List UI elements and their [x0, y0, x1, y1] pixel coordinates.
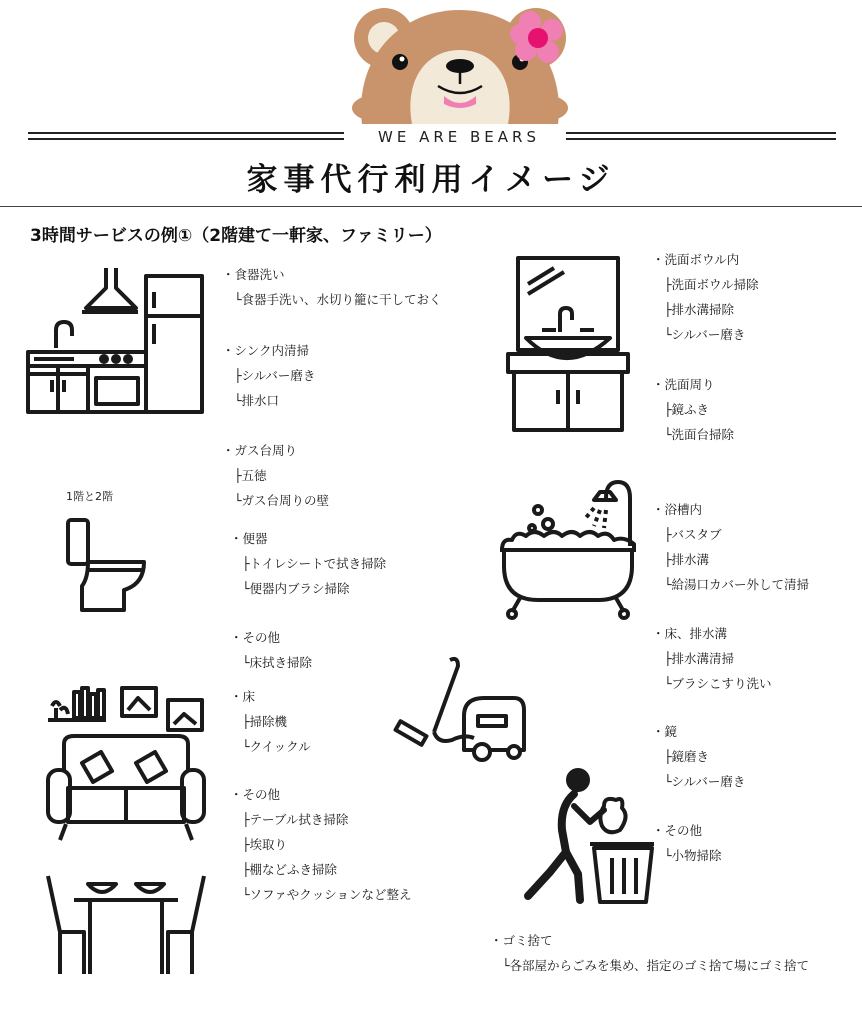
list-item: └便器内ブラシ掃除	[242, 581, 350, 596]
brand-line-left	[28, 132, 344, 140]
bath-task-list-tub	[652, 497, 809, 597]
vacuum-cleaner-icon	[394, 654, 530, 760]
list-item: └小物掃除	[664, 848, 722, 863]
page-subtitle: 3時間サービスの例①（2階建て一軒家、ファミリー）	[30, 226, 442, 246]
garbage-task-list	[490, 928, 809, 978]
washbasin-icon	[506, 254, 634, 434]
list-item: ├シルバー磨き	[234, 368, 316, 383]
toilet-task-list	[230, 526, 386, 601]
kitchen-task-list-sink	[222, 338, 315, 413]
list-item: └各部屋からごみを集め、指定のゴミ捨て場にゴミ捨て	[502, 958, 810, 973]
list-item: ・シンク内清掃	[222, 343, 309, 358]
title-divider	[0, 206, 862, 207]
list-item: ・便器	[230, 531, 268, 546]
list-item: ├トイレシートで拭き掃除	[242, 556, 387, 571]
toilet-icon	[64, 516, 148, 614]
list-item: ├棚などふき掃除	[242, 862, 338, 877]
list-item: └ブラシこすり洗い	[664, 676, 772, 691]
list-item: └洗面台掃除	[664, 427, 735, 442]
list-item: └シルバー磨き	[664, 774, 746, 789]
list-item: ・食器洗い	[222, 267, 285, 282]
toilet-task-list-other	[230, 625, 312, 675]
list-item: ・ゴミ捨て	[490, 933, 553, 948]
dining-table-icon	[44, 870, 208, 976]
toilet-floor-note: 1階と2階	[66, 490, 113, 503]
list-item: └給湯口カバー外して清掃	[664, 577, 810, 592]
list-item: ・浴槽内	[652, 502, 703, 517]
list-item: ├排水溝清掃	[664, 651, 735, 666]
kitchen-task-list	[222, 262, 442, 312]
list-item: └排水口	[234, 393, 280, 408]
living-task-list-floor	[230, 684, 311, 759]
list-item: └食器手洗い、水切り籠に干しておく	[234, 292, 442, 307]
bath-task-list-other	[652, 818, 722, 868]
list-item: ・洗面周り	[652, 377, 715, 392]
list-item: ├洗面ボウル掃除	[664, 277, 759, 292]
list-item: ・その他	[652, 823, 703, 838]
list-item: ・鏡	[652, 724, 678, 739]
list-item: └ガス台周りの壁	[234, 493, 330, 508]
brand-name: WE ARE BEARS	[378, 128, 540, 146]
list-item: ├鏡磨き	[664, 749, 710, 764]
list-item: ├バスタブ	[664, 527, 722, 542]
living-room-icon	[44, 684, 208, 844]
list-item: ├掃除機	[242, 714, 288, 729]
brand-line-right	[566, 132, 836, 140]
list-item: ├排水溝掃除	[664, 302, 735, 317]
bathtub-icon	[498, 478, 638, 624]
bath-task-list-mirror	[652, 719, 745, 794]
list-item: └クイックル	[242, 739, 311, 754]
list-item: ・その他	[230, 787, 281, 802]
kitchen-task-list-gas	[222, 438, 329, 513]
washroom-task-list-bowl	[652, 247, 759, 347]
list-item: ├テーブル拭き掃除	[242, 812, 349, 827]
kitchen-icon	[26, 264, 210, 416]
list-item: └床拭き掃除	[242, 655, 313, 670]
list-item: └シルバー磨き	[664, 327, 746, 342]
list-item: └ソファやクッションなど整え	[242, 887, 412, 902]
list-item: ├埃取り	[242, 837, 288, 852]
list-item: ├排水溝	[664, 552, 710, 567]
bath-task-list-floor	[652, 621, 772, 696]
garbage-disposal-icon	[520, 766, 656, 904]
list-item: ├鏡ふき	[664, 402, 710, 417]
living-task-list-other	[230, 782, 412, 907]
list-item: ├五徳	[234, 468, 267, 483]
list-item: ・ガス台周り	[222, 443, 298, 458]
list-item: ・洗面ボウル内	[652, 252, 740, 267]
list-item: ・床	[230, 689, 256, 704]
list-item: ・床、排水溝	[652, 626, 728, 641]
list-item: ・その他	[230, 630, 281, 645]
washroom-task-list-around	[652, 372, 734, 447]
bear-mascot-icon	[340, 0, 580, 124]
page-title: 家事代行利用イメージ	[246, 162, 616, 198]
